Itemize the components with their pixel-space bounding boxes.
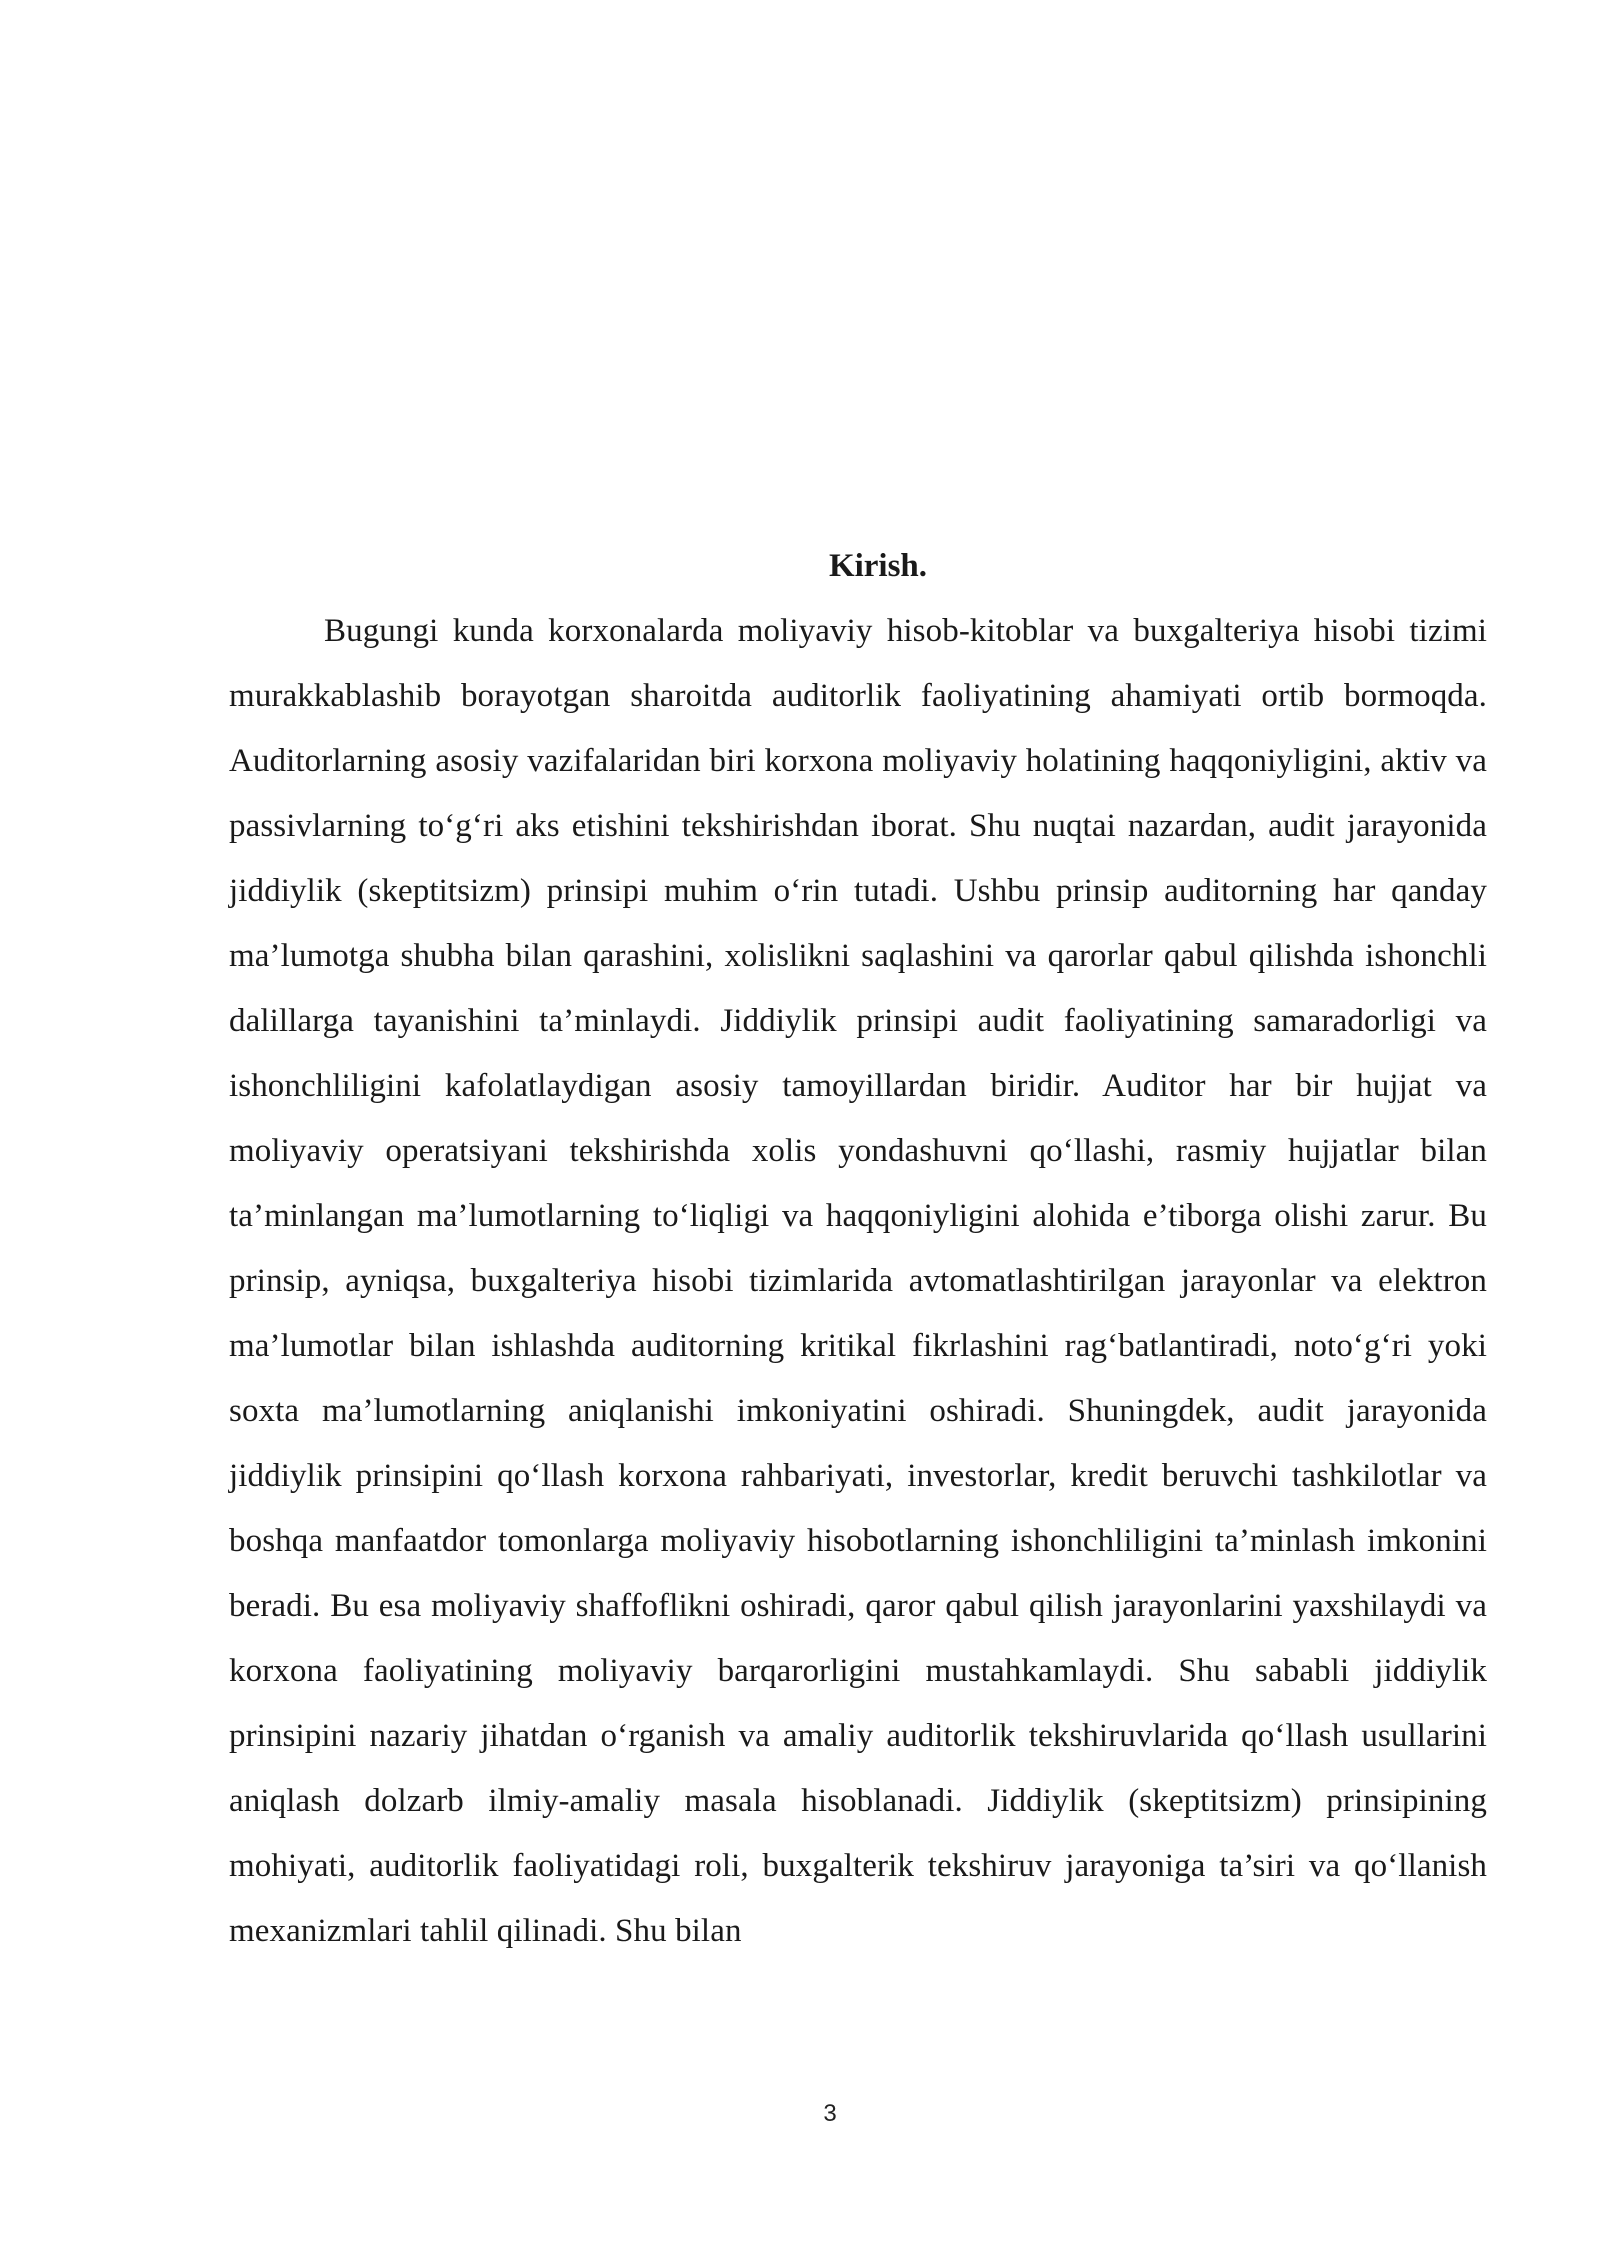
page-content xyxy=(229,534,1487,1964)
body-paragraph: Bugungi kunda korxonalarda moliyaviy hisob-kitoblar va buxgalteriya hisobi tizimi murakkablashib borayotgan sharoitda auditorlik faoliyatining ahamiyati ortib bormoqda. Auditorlarning asosiy vazifalaridan biri korxona moliyaviy holatining haqqoniyligini, aktiv va passivlarning to‘g‘ri aks etishini tekshirishdan iborat. Shu nuqtai nazardan, audit jarayonida jiddiylik (skeptitsizm) prinsipi muhim o‘rin tutadi. Ushbu prinsip auditorning har qanday ma’lumotga shubha bilan qarashini, xolislikni saqlashini va qarorlar qabul qilishda ishonchli dalillarga tayanishini ta’minlaydi. Jiddiylik prinsipi audit faoliyatining samaradorligi va ishonchliligini kafolatlaydigan asosiy tamoyillardan biridir. Auditor har bir hujjat va moliyaviy operatsiyani tekshirishda xolis yondashuvni qo‘llashi, rasmiy hujjatlar bilan ta’minlangan ma’lumotlarning to‘liqligi va haqqoniyligini alohida e’tiborga olishi zarur. Bu prinsip, ayniqsa, buxgalteriya hisobi tizimlarida avtomatlashtirilgan jarayonlar va elektron ma’lumotlar bilan ishlashda auditorning kritikal fikrlashini rag‘batlantiradi, noto‘g‘ri yoki soxta ma’lumotlarning aniqlanishi imkoniyatini oshiradi. Shuningdek, audit jarayonida jiddiylik prinsipini qo‘llash korxona rahbariyati, investorlar, kredit beruvchi tashkilotlar va boshqa manfaatdor tomonlarga moliyaviy hisobotlarning ishonchliligini ta’minlash imkonini beradi. Bu esa moliyaviy shaffoflikni oshiradi, qaror qabul qilish jarayonlarini yaxshilaydi va korxona faoliyatining moliyaviy barqarorligini mustahkamlaydi. Shu sababli jiddiylik prinsipini nazariy jihatdan o‘rganish va amaliy auditorlik tekshiruvlarida qo‘llash usullarini aniqlash dolzarb ilmiy-amaliy masala hisoblanadi. Jiddiylik (skeptitsizm) prinsipining mohiyati, auditorlik faoliyatidagi roli, buxgalterik tekshiruv jarayoniga ta’siri va qo‘llanish mexanizmlari tahlil qilinadi. Shu bilan xyxy=(229,613,1487,1949)
page-number: 3 xyxy=(823,2100,837,2127)
section-title: Kirish. xyxy=(828,548,928,584)
